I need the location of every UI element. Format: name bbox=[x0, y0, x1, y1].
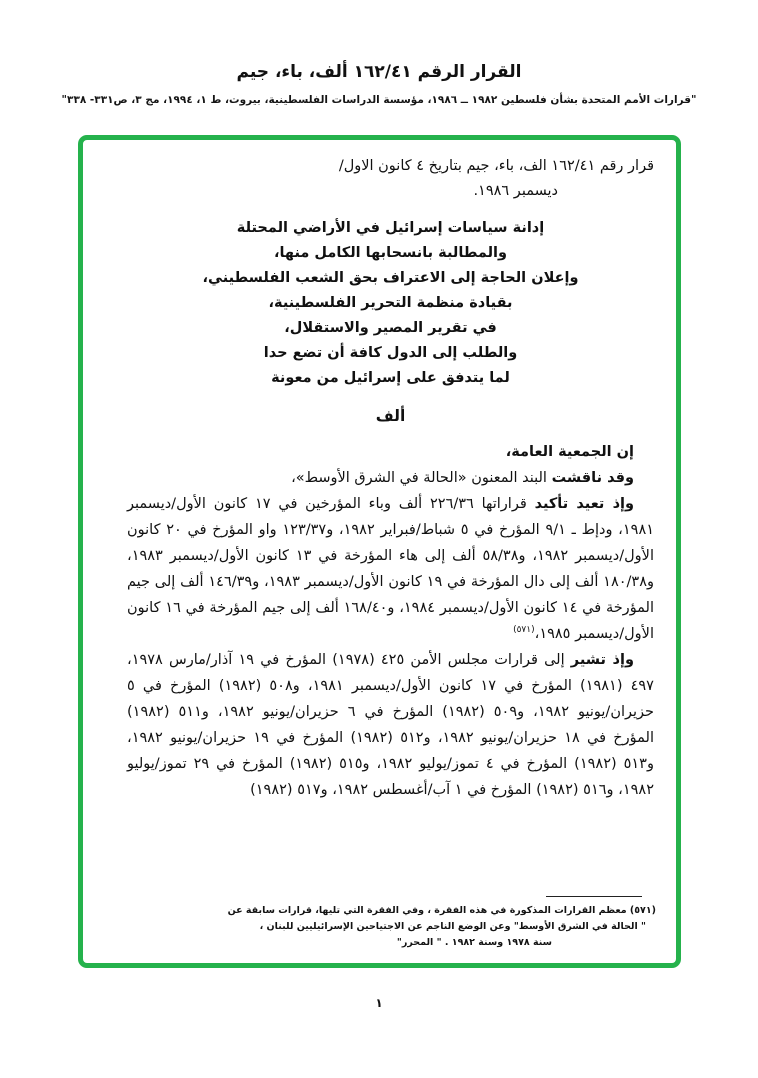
resolution-box bbox=[78, 135, 681, 968]
source-citation: "قرارات الأمم المتحدة بشأن فلسطين ١٩٨٢ ــ ١٩٨٦، مؤسسة الدراسات الفلسطينية، بيروت، ط ١، ١٩٩٤، مج ٣، ص٣٣١- ٣٣٨" bbox=[61, 94, 697, 106]
paragraph-lead: وإذ تشير bbox=[570, 652, 634, 668]
paragraph-text: قراراتها ٢٢٦/٣٦ ألف وباء المؤرخين في ١٧ كانون الأول/ديسمبر ١٩٨١، ودإط ـ ٩/١ المؤرخ في ٥ شباط/فبراير ١٩٨٢، و١٢٣/٣٧ واو المؤرخ في ٢٠ كانون الأول/ديسمبر ١٩٨٢، و٥٨/٣٨ ألف إلى هاء المؤرخة في ١٣ كانون الأول/ديسمبر ١٩٨٣، و١٨٠/٣٨ ألف إلى دال المؤرخة في ١٩ كانون الأول/ديسمبر ١٩٨٣، و١٤٦/٣٩ ألف إلى جيم المؤرخة في ١٤ كانون الأول/ديسمبر ١٩٨٤، و١٦٨/٤٠ ألف إلى جيم المؤرخة في ١٦ كانون الأول/ديسمبر ١٩٨٥، bbox=[127, 496, 655, 642]
footnote-reference: (٥٧١) bbox=[513, 625, 535, 636]
section-heading-alef: ألف bbox=[375, 407, 406, 425]
page-number: ١ bbox=[375, 996, 383, 1010]
subject-line: والطلب إلى الدول كافة أن تضع حدا bbox=[263, 345, 518, 361]
paragraph-text: إلى قرارات مجلس الأمن ٤٢٥ (١٩٧٨) المؤرخ في ١٩ آذار/مارس ١٩٧٨، ٤٩٧ (١٩٨١) المؤرخ في ١٧ كانون الأول/ديسمبر ١٩٨١، و٥٠٨ (١٩٨٢) المؤرخ في ٥ حزيران/يونيو ١٩٨٢، و٥٠٩ (١٩٨٢) المؤرخ في ٦ حزيران/يونيو ١٩٨٢، و٥١١ (١٩٨٢) المؤرخ في ١٨ حزيران/يونيو ١٩٨٢، و٥١٢ (١٩٨٢) المؤرخ في ١٩ حزيران/يونيو ١٩٨٢، و٥١٣ (١٩٨٢) المؤرخ في ٤ تموز/يوليو ١٩٨٢، و٥١٥ (١٩٨٢) المؤرخ في ٢٩ تموز/يوليو ١٩٨٢، و٥١٦ (١٩٨٢) المؤرخ في ١ آب/أغسطس ١٩٨٢، و٥١٧ (١٩٨٢) bbox=[127, 652, 654, 798]
paragraph-recalling bbox=[127, 647, 654, 803]
subject-line: وإعلان الحاجة إلى الاعتراف بحق الشعب الفلسطيني، bbox=[202, 270, 579, 286]
paragraph-text: البند المعنون «الحالة في الشرق الأوسط»، bbox=[291, 470, 552, 486]
footnote-line-3: سنة ١٩٧٨ وسنة ١٩٨٢ . " المحرر" bbox=[396, 937, 552, 948]
resolution-intro bbox=[127, 154, 654, 204]
paragraph-assembly bbox=[127, 439, 654, 465]
paragraph-discussed bbox=[127, 465, 654, 491]
subject-line: في تقرير المصير والاستقلال، bbox=[284, 320, 497, 336]
intro-line-2: ديسمبر ١٩٨٦. bbox=[473, 183, 558, 199]
footnote-block bbox=[105, 896, 656, 951]
subject-line: لما يتدفق على إسرائيل من معونة bbox=[271, 370, 510, 386]
footnote-divider bbox=[546, 896, 642, 897]
subject-line: إدانة سياسات إسرائيل في الأراضي المحتلة bbox=[236, 220, 545, 236]
subject-line: والمطالبة بانسحابها الكامل منها، bbox=[273, 245, 508, 261]
intro-line-1: قرار رقم ١٦٢/٤١ الف، باء، جيم بتاريخ ٤ كانون الاول/ bbox=[338, 158, 654, 174]
footnote-line-2: " الحالة في الشرق الأوسط" وعن الوضع الناجم عن الاجتياحين الإسرائيليين للبنان ، bbox=[259, 921, 646, 932]
paragraph-lead: وإذ تعيد تأكيد bbox=[534, 496, 635, 512]
footnote-line-1: (٥٧١) معظم القرارات المذكورة في هذه الفقرة ، وفي الفقرة التي تليها، قرارات سابقة عن bbox=[227, 905, 656, 916]
subject-line: بقيادة منظمة التحرير الفلسطينية، bbox=[268, 295, 513, 311]
paragraph-lead: وقد ناقشت bbox=[551, 470, 634, 486]
paragraph-reaffirming bbox=[127, 491, 654, 647]
resolution-subject bbox=[127, 216, 654, 391]
resolution-title: القرار الرقم ١٦٢/٤١ ألف، باء، جيم bbox=[236, 62, 522, 82]
paragraph-lead: إن الجمعية العامة، bbox=[505, 444, 634, 460]
document-header bbox=[0, 62, 758, 106]
